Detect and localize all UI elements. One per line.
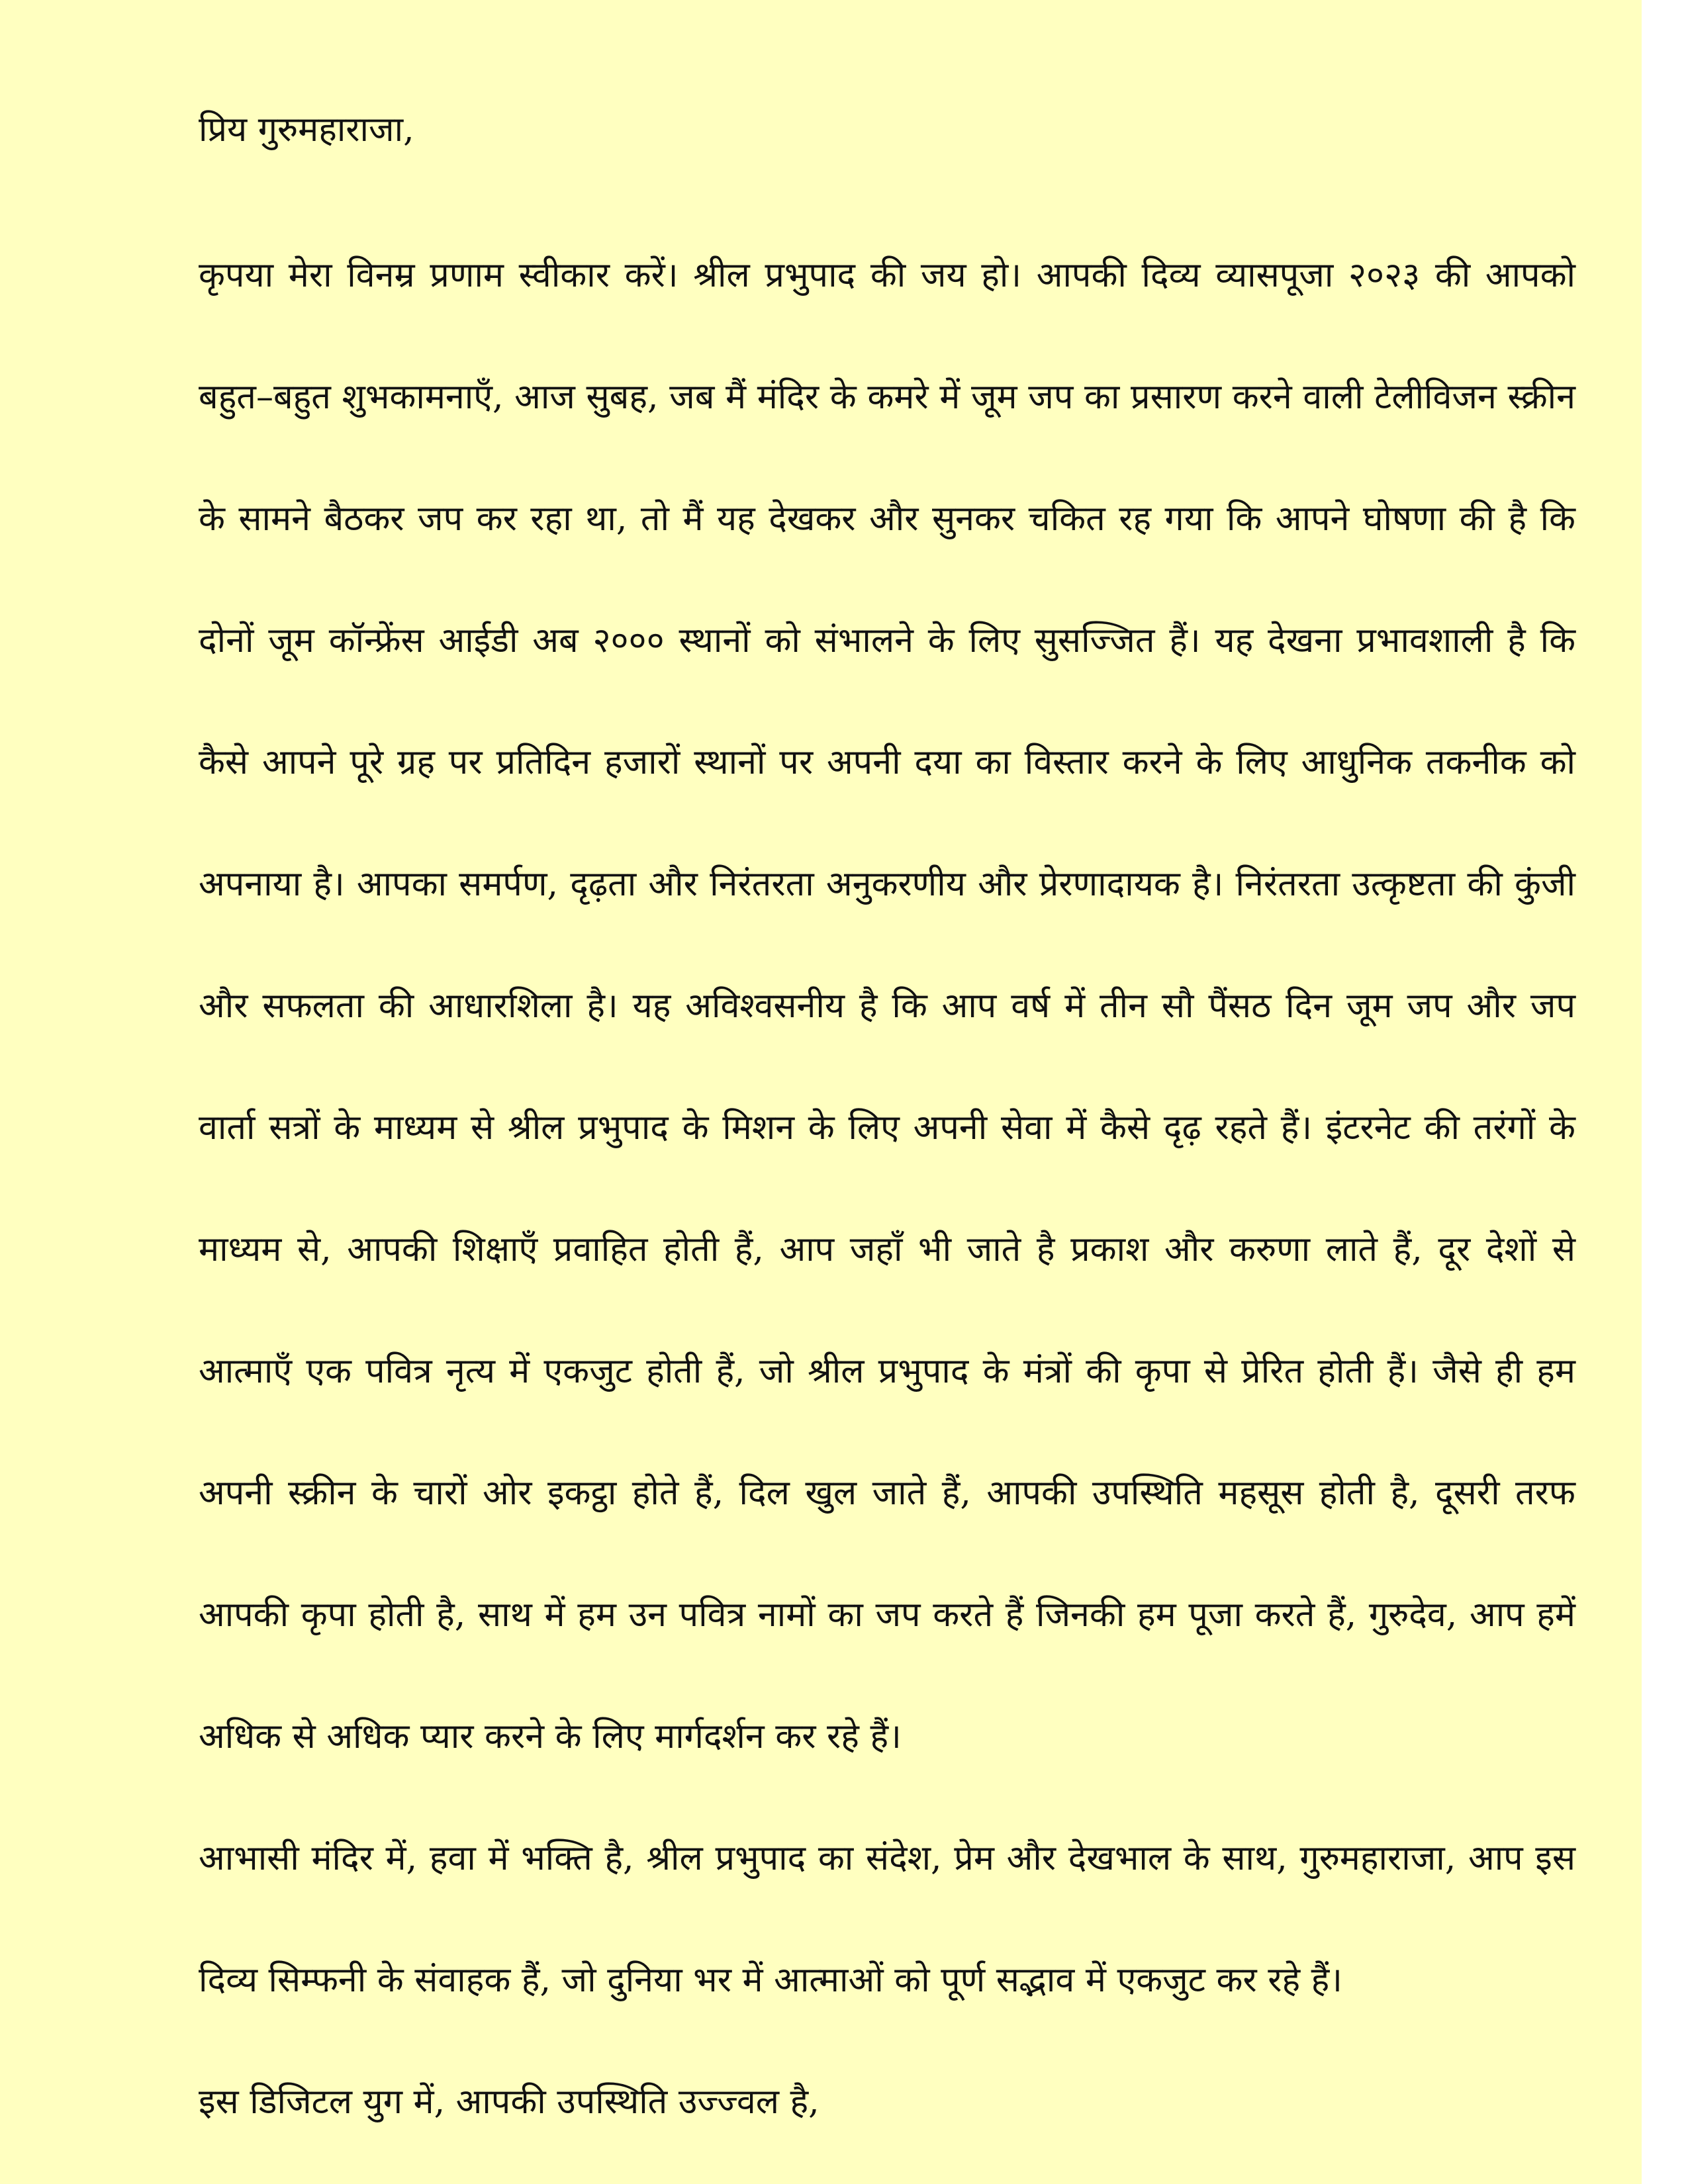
letter-body [199, 106, 1575, 2163]
letter-paragraph-1: कृपया मेरा विनम्र प्रणाम स्वीकार करें। श्रील प्रभुपाद की जय हो। आपकी दिव्य व्यासपूजा २०२३ की आपको बहुत–बहुत शुभकामनाएँ, आज सुबह, जब मैं मंदिर के कमरे में जूम जप का प्रसारण करने वाली टेलीविजन स्क्रीन के सामने बैठकर जप कर रहा था, तो मैं यह देखकर और सुनकर चकित रह गया कि आपने घोषणा की है कि दोनों जूम कॉन्फ्रेंस आईडी अब २००० स्थानों को संभालने के लिए सुसज्जित हैं। यह देखना प्रभावशाली है कि कैसे आपने पूरे ग्रह पर प्रतिदिन हजारों स्थानों पर अपनी दया का विस्तार करने के लिए आधुनिक तकनीक को अपनाया है। आपका समर्पण, दृढ़ता और निरंतरता अनुकरणीय और प्रेरणादायक है। निरंतरता उत्कृष्टता की कुंजी और सफलता की आधारशिला है। यह अविश्वसनीय है कि आप वर्ष में तीन सौ पैंसठ दिन जूम जप और जप वार्ता सत्रों के माध्यम से श्रील प्रभुपाद के मिशन के लिए अपनी सेवा में कैसे दृढ़ रहते हैं। इंटरनेट की तरंगों के माध्यम से, आपकी शिक्षाएँ प्रवाहित होती हैं, आप जहाँ भी जाते है प्रकाश और करुणा लाते हैं, दूर देशों से आत्माएँ एक पवित्र नृत्य में एकजुट होती हैं, जो श्रील प्रभुपाद के मंत्रों की कृपा से प्रेरित होती हैं। जैसे ही हम अपनी स्क्रीन के चारों ओर इकट्ठा होते हैं, दिल खुल जाते हैं, आपकी उपस्थिति महसूस होती है, दूसरी तरफ आपकी कृपा होती है, साथ में हम उन पवित्र नामों का जप करते हैं जिनकी हम पूजा करते हैं, गुरुदेव, आप हमें अधिक से अधिक प्यार करने के लिए मार्गदर्शन कर रहे हैं। [199, 255, 1576, 1756]
letter-paragraph-3: इस डिजिटल युग में, आपकी उपस्थिति उज्ज्वल है, [199, 2082, 820, 2122]
letter-paragraph-2: आभासी मंदिर में, हवा में भक्ति है, श्रील प्रभुपाद का संदेश, प्रेम और देखभाल के साथ, गुरुमहाराजा, आप इस दिव्य सिम्फनी के संवाहक हैं, जो दुनिया भर में आत्माओं को पूर्ण सद्भाव में एकजुट कर रहे हैं। [199, 1839, 1575, 2000]
salutation: प्रिय गुरुमहाराजा, [199, 110, 414, 150]
